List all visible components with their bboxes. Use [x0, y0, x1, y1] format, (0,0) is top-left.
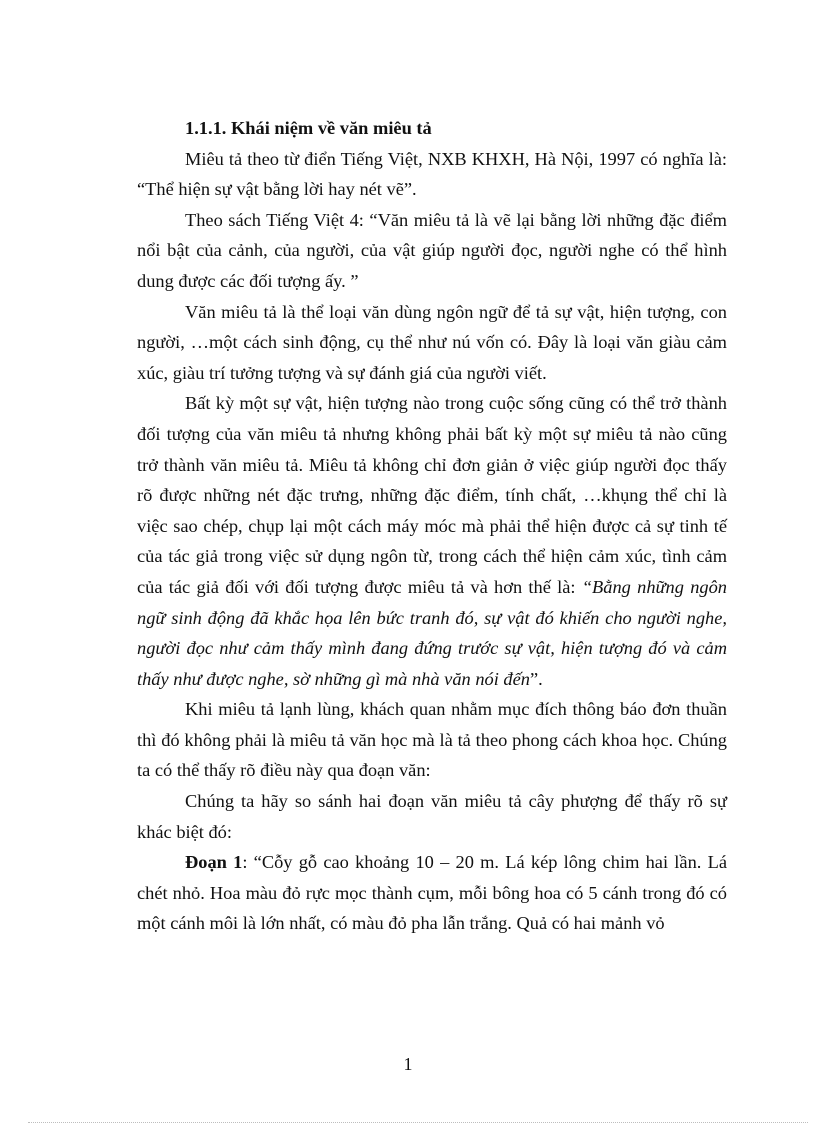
paragraph-excerpt-one: [137, 847, 727, 939]
paragraph-definition-textbook: Theo sách Tiếng Việt 4: “Văn miêu tả là vẽ lại bằng lời những đặc điểm nổi bật của cảnh, của người, của vật giúp người đọc, người nghe có thể hình dung được các đối tượng ấy. ”: [137, 209, 727, 291]
section-heading: 1.1.1. Khái niệm về văn miêu tả: [185, 118, 432, 138]
page-body: [137, 113, 727, 939]
page-number: 1: [403, 1054, 413, 1074]
excerpt-text: : “Cỗy gỗ cao khoảng 10 – 20 m. Lá kép lông chim hai lần. Lá chét nhỏ. Hoa màu đỏ rực mọc thành cụm, mỗi bông hoa có 5 cánh trong đó có một cánh môi là lớn nhất, có màu đỏ pha lẫn trắng. Quả có hai mảnh vỏ: [137, 852, 727, 934]
paragraph-descriptive-writing: [137, 388, 727, 694]
italic-quote: “Bằng những ngôn ngữ sinh động đã khắc họa lên bức tranh đó, sự vật đó khiến cho người nghe, người đọc như cảm thấy mình đang đứng trước sự vật, hiện tượng đó và cảm thấy như được nghe, sờ những gì mà nhà văn nói đến: [137, 576, 727, 689]
paragraph-definition-dictionary: Miêu tả theo từ điển Tiếng Việt, NXB KHXH, Hà Nội, 1997 có nghĩa là: “Thể hiện sự vật bằng lời hay nét vẽ”.: [137, 148, 727, 200]
quote-closing: ”.: [529, 668, 543, 689]
paragraph-objective-description: Khi miêu tả lạnh lùng, khách quan nhằm mục đích thông báo đơn thuần thì đó không phải là miêu tả văn học mà là tả theo phong cách khoa học. Chúng ta có thể thấy rõ điều này qua đoạn văn:: [137, 699, 727, 781]
excerpt-label: Đoạn 1: [185, 852, 243, 873]
paragraph-genre-description: Văn miêu tả là thể loại văn dùng ngôn ngữ để tả sự vật, hiện tượng, con người, …một cách sinh động, cụ thể như nú vốn có. Đây là loại văn giàu cảm xúc, giàu trí tưởng tượng và sự đánh giá của người viết.: [137, 301, 727, 383]
paragraph-text: Bất kỳ một sự vật, hiện tượng nào trong cuộc sống cũng có thể trở thành đối tượng của văn miêu tả nhưng không phải bất kỳ một sự miêu tả nào cũng trở thành văn miêu tả. Miêu tả không chỉ đơn giản ở việc giúp người đọc thấy rõ được những nét đặc trưng, những đặc điểm, tính chất, …khụng thể chỉ là việc sao chép, chụp lại một cách máy móc mà phải thể hiện được cả sự tinh tế của tác giả trong việc sử dụng ngôn từ, trong cách thể hiện cảm xúc, tình cảm của tác giả đối với đối tượng được miêu tả và hơn thế là:: [137, 393, 727, 597]
paragraph-comparison-intro: Chúng ta hãy so sánh hai đoạn văn miêu tả cây phượng để thấy rõ sự khác biệt đó:: [137, 791, 727, 842]
